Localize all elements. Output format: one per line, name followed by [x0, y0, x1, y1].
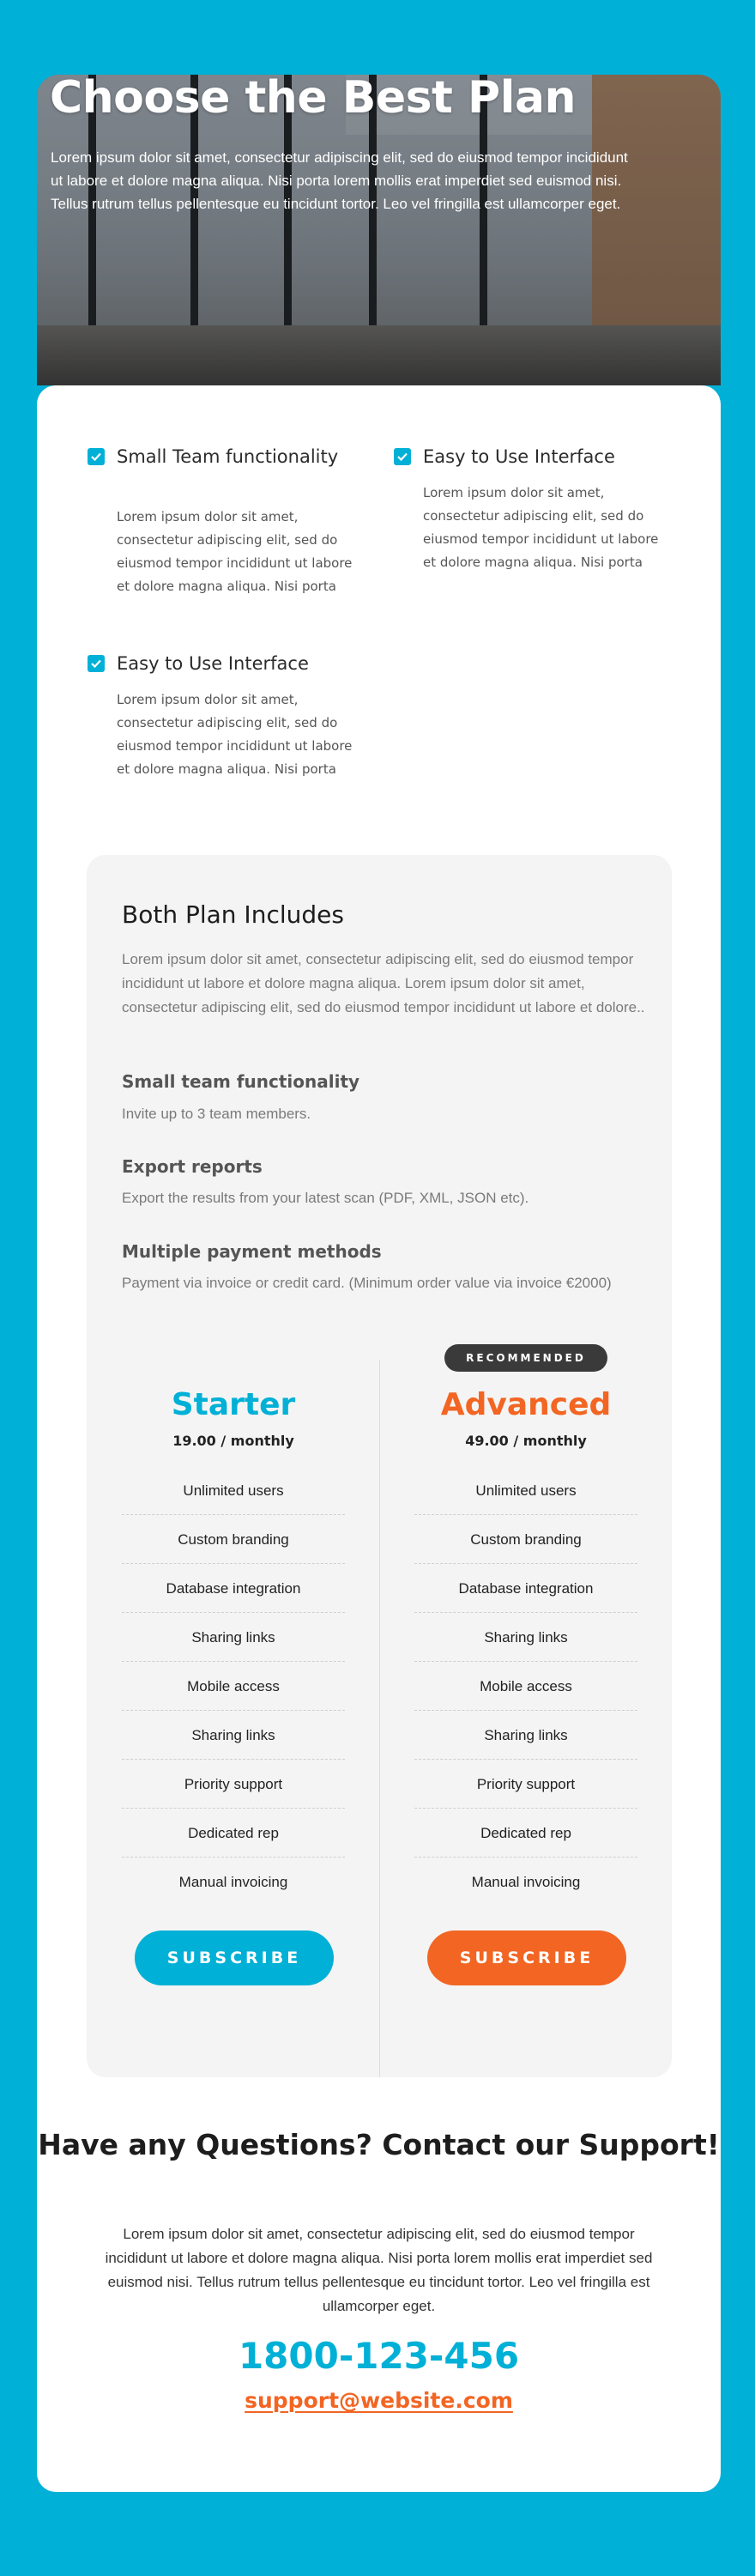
check-icon	[394, 448, 411, 465]
include-title: Export reports	[122, 1156, 263, 1177]
plan-feature: Mobile access	[122, 1662, 345, 1711]
plan-feature: Mobile access	[414, 1662, 637, 1711]
support-email-wrap	[37, 2388, 721, 2413]
check-icon	[88, 655, 105, 672]
feature-text: Lorem ipsum dolor sit amet, consectetur adipiscing elit, sed do eiusmod tempor incididunt ut labore et dolore magna aliqua. Nisi porta	[423, 485, 659, 570]
recommended-badge: RECOMMENDED	[444, 1344, 607, 1372]
plan-feature: Database integration	[122, 1564, 345, 1613]
include-text: Export the results from your latest scan (PDF, XML, JSON etc).	[122, 1190, 529, 1206]
subscribe-advanced-button[interactable]: SUBSCRIBE	[427, 1930, 626, 1985]
plan-feature: Sharing links	[122, 1613, 345, 1662]
plan-feature: Unlimited users	[414, 1466, 637, 1515]
subscribe-starter-button[interactable]: SUBSCRIBE	[135, 1930, 334, 1985]
plan-feature: Dedicated rep	[414, 1809, 637, 1858]
plan-name: Advanced	[440, 1387, 612, 1422]
plans-heading: Both Plan Includes	[122, 900, 344, 929]
include-text: Invite up to 3 team members.	[122, 1106, 311, 1122]
support-text: Lorem ipsum dolor sit amet, consectetur adipiscing elit, sed do eiusmod tempor incididunt ut labore et dolore magna aliqua. Nisi porta lorem mollis erat imperdiet sed euismod nisi. Tellus rutrum tellus pellentesque eu tincidunt tortor. Leo vel fringilla est ullamcorper eget.	[105, 2226, 653, 2314]
page-title: Choose the Best Plan	[50, 72, 577, 124]
plan-feature-list	[122, 1466, 345, 1906]
feature-text: Lorem ipsum dolor sit amet, consectetur adipiscing elit, sed do eiusmod tempor incididunt ut labore et dolore magna aliqua. Nisi porta	[117, 509, 353, 594]
feature-text: Lorem ipsum dolor sit amet, consectetur adipiscing elit, sed do eiusmod tempor incididunt ut labore et dolore magna aliqua. Nisi porta	[117, 692, 353, 777]
support-email-link[interactable]: support@website.com	[245, 2388, 513, 2413]
plan-feature: Manual invoicing	[471, 1874, 581, 1890]
plan-feature: Custom branding	[414, 1515, 637, 1564]
support-phone[interactable]: 1800-123-456	[238, 2335, 520, 2377]
plan-feature: Sharing links	[414, 1613, 637, 1662]
plan-feature-list	[414, 1466, 637, 1906]
feature-title: Easy to Use Interface	[117, 653, 309, 674]
plan-price: 49.00 / monthly	[465, 1433, 587, 1449]
check-icon	[88, 448, 105, 465]
feature-title: Small Team functionality	[117, 446, 339, 467]
plans-intro: Lorem ipsum dolor sit amet, consectetur adipiscing elit, sed do eiusmod tempor incididunt ut labore et dolore magna aliqua. Lorem ipsum dolor sit amet, consectetur adipiscing elit, sed do eiusmod tempor incididunt ut labore et dolore..	[122, 951, 645, 1015]
plan-feature: Dedicated rep	[122, 1809, 345, 1858]
plan-name: Starter	[171, 1387, 296, 1422]
plan-feature: Custom branding	[122, 1515, 345, 1564]
hero-description: Lorem ipsum dolor sit amet, consectetur adipiscing elit, sed do eiusmod tempor incididunt ut labore et dolore magna aliqua. Nisi porta lorem mollis erat imperdiet sed euismod nisi. Tellus rutrum tellus pellentesque eu tincidunt tortor. Leo vel fringilla est ullamcorper eget.	[51, 149, 628, 212]
plan-feature: Sharing links	[414, 1711, 637, 1760]
include-title: Small team functionality	[122, 1071, 360, 1092]
plan-price: 19.00 / monthly	[172, 1433, 294, 1449]
plan-feature: Database integration	[414, 1564, 637, 1613]
plan-feature: Unlimited users	[122, 1466, 345, 1515]
feature-title: Easy to Use Interface	[423, 446, 615, 467]
include-text: Payment via invoice or credit card. (Minimum order value via invoice €2000)	[122, 1275, 612, 1291]
plan-feature: Priority support	[122, 1760, 345, 1809]
support-title: Have any Questions? Contact our Support!	[38, 2128, 720, 2161]
plans-panel	[87, 855, 672, 2077]
plan-divider	[379, 1360, 380, 2077]
include-title: Multiple payment methods	[122, 1241, 382, 1262]
plan-feature: Sharing links	[122, 1711, 345, 1760]
plan-feature: Priority support	[414, 1760, 637, 1809]
plan-feature: Manual invoicing	[178, 1874, 288, 1890]
main-card	[37, 385, 721, 2492]
